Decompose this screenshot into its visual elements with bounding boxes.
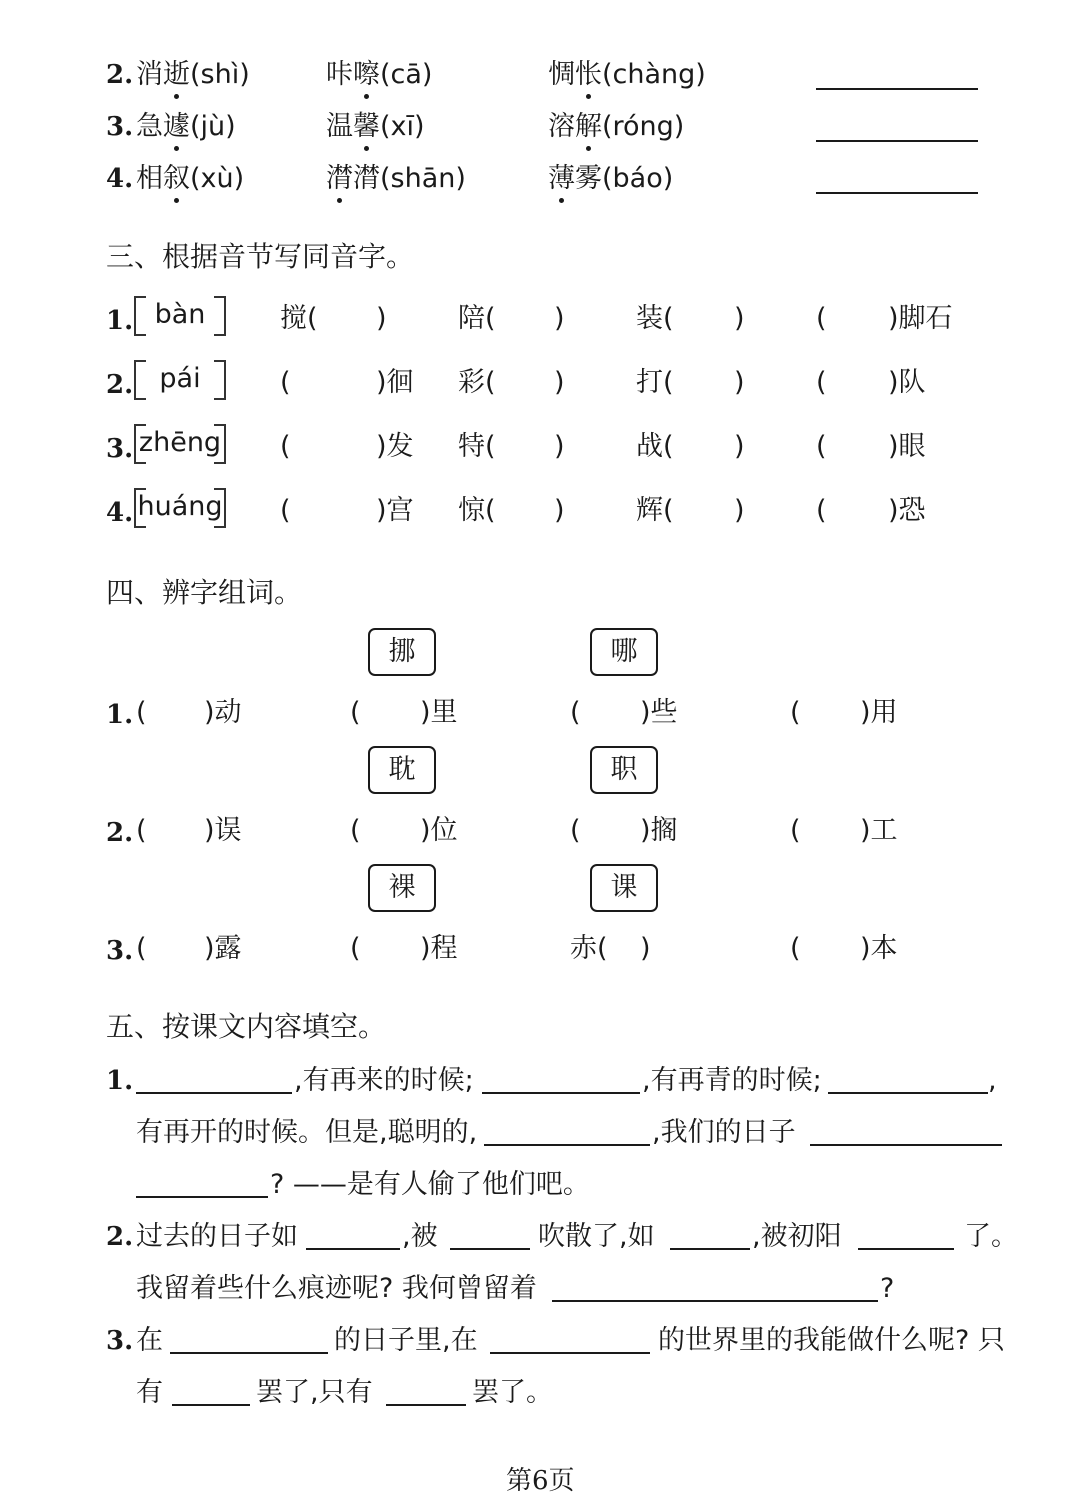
blank-open: ( <box>816 495 827 526</box>
q3-number: 3. <box>106 1326 134 1356</box>
blank-open: 装( <box>636 303 674 334</box>
fill-blank[interactable] <box>172 1404 250 1406</box>
blank-close[interactable]: ) <box>554 431 565 462</box>
word-char: 消 <box>136 59 163 90</box>
pinyin-box <box>134 426 226 462</box>
blank-open: ( <box>816 431 827 462</box>
q3-text-6: 罢了。 <box>472 1377 553 1408</box>
blank-open: ( <box>790 933 801 964</box>
section3-heading: 三、根据音节写同音字。 <box>106 240 415 273</box>
item-number: 3. <box>106 936 134 966</box>
word-char: 溶 <box>548 111 575 142</box>
word-char: 相 <box>136 163 163 194</box>
item-number: 4. <box>106 498 134 528</box>
word-char: 急 <box>136 111 163 142</box>
pinyin-text: zhēng <box>138 427 222 458</box>
blank-open: 特( <box>458 431 496 462</box>
fill-blank[interactable] <box>552 1300 878 1302</box>
char-box: 课 <box>590 864 658 912</box>
q1-text-5: ,我们的日子 <box>652 1117 796 1148</box>
fill-blank[interactable] <box>386 1404 466 1406</box>
dotted-char: 遽 <box>163 111 190 142</box>
pinyin-box <box>134 490 226 526</box>
item-number: 3. <box>106 112 134 142</box>
blank-open: 赤( <box>570 933 608 964</box>
q2-text-3: 吹散了,如 <box>538 1221 655 1252</box>
item-number: 3. <box>106 434 134 464</box>
blank-open: ( <box>280 367 291 398</box>
blank-close[interactable]: )眼 <box>888 431 926 462</box>
blank-close[interactable]: )脚石 <box>888 303 953 334</box>
q1-text-4: 有再开的时候。但是,聪明的, <box>136 1117 478 1148</box>
blank-open: ( <box>136 815 147 846</box>
fill-blank[interactable] <box>810 1144 1002 1146</box>
blank-open: 打( <box>636 367 674 398</box>
q3-text-5: 罢了,只有 <box>256 1377 373 1408</box>
blank-close[interactable]: )些 <box>640 697 678 728</box>
blank-close[interactable]: )动 <box>204 697 242 728</box>
q2-text-5: 了。 <box>964 1221 1018 1252</box>
blank-close[interactable]: ) <box>640 933 651 964</box>
char-box: 挪 <box>368 628 436 676</box>
blank-close[interactable]: ) <box>554 367 565 398</box>
page-number: 第6页 <box>506 1466 575 1496</box>
pinyin-annotation: (xī) <box>380 111 425 142</box>
blank-close[interactable]: ) <box>734 303 745 334</box>
blank-close[interactable]: )里 <box>420 697 458 728</box>
q3-text-4: 有 <box>136 1377 163 1408</box>
dotted-char: 解 <box>575 111 602 142</box>
dotted-char: 怅 <box>575 59 602 90</box>
section4-heading: 四、辨字组词。 <box>106 576 303 609</box>
word-with-pinyin <box>326 162 466 196</box>
dotted-char: 馨 <box>353 111 380 142</box>
q1-number: 1. <box>106 1066 134 1096</box>
blank-open: ( <box>280 495 291 526</box>
word-char: 惆 <box>548 59 575 90</box>
blank-close[interactable]: )搁 <box>640 815 678 846</box>
pinyin-text: huáng <box>137 491 223 522</box>
blank-open: 辉( <box>636 495 674 526</box>
fill-blank[interactable] <box>136 1092 292 1094</box>
char-box: 哪 <box>590 628 658 676</box>
blank-open: 搅( <box>280 303 318 334</box>
dotted-char: 潸 <box>326 163 353 194</box>
blank-close[interactable]: )恐 <box>888 495 926 526</box>
fill-blank[interactable] <box>306 1248 400 1250</box>
blank-close[interactable]: ) <box>376 303 387 334</box>
answer-line[interactable] <box>816 192 978 194</box>
fill-blank[interactable] <box>482 1092 640 1094</box>
item-number: 2. <box>106 818 134 848</box>
pinyin-annotation: (cā) <box>380 59 433 90</box>
fill-blank[interactable] <box>136 1196 268 1198</box>
word-with-pinyin <box>548 162 673 196</box>
pinyin-text: bàn <box>154 299 206 330</box>
blank-close[interactable]: )露 <box>204 933 242 964</box>
answer-line[interactable] <box>816 88 978 90</box>
pinyin-text: pái <box>159 363 201 394</box>
dotted-char: 嚓 <box>353 59 380 90</box>
blank-open: ( <box>350 933 361 964</box>
item-number: 2. <box>106 370 134 400</box>
item-number: 2. <box>106 60 134 90</box>
pinyin-annotation: (shì) <box>190 59 250 90</box>
fill-blank[interactable] <box>858 1248 954 1250</box>
dotted-char: 薄 <box>548 163 575 194</box>
q1-text-3: , <box>988 1065 997 1096</box>
item-number: 1. <box>106 306 134 336</box>
q1-text-2: ,有再青的时候; <box>642 1065 822 1096</box>
q3-text-3: 的世界里的我能做什么呢? 只 <box>658 1325 1005 1356</box>
blank-open: ( <box>816 367 827 398</box>
char-box: 职 <box>590 746 658 794</box>
blank-close[interactable]: )工 <box>860 815 898 846</box>
fill-blank[interactable] <box>670 1248 750 1250</box>
blank-close[interactable]: ) <box>734 431 745 462</box>
word-with-pinyin <box>548 110 684 144</box>
char-box: 耽 <box>368 746 436 794</box>
blank-open: ( <box>816 303 827 334</box>
word-with-pinyin <box>548 58 706 92</box>
char-box: 裸 <box>368 864 436 912</box>
blank-close[interactable]: )位 <box>420 815 458 846</box>
pinyin-annotation: (jù) <box>190 111 236 142</box>
blank-close[interactable]: ) <box>554 495 565 526</box>
q3-text-2: 的日子里,在 <box>334 1325 478 1356</box>
blank-open: ( <box>280 431 291 462</box>
word-char: 温 <box>326 111 353 142</box>
dotted-char: 逝 <box>163 59 190 90</box>
blank-close[interactable]: ) <box>734 367 745 398</box>
q2-text-2: ,被 <box>402 1221 438 1252</box>
blank-open: ( <box>570 815 581 846</box>
item-number: 4. <box>106 164 134 194</box>
word-with-pinyin <box>326 58 432 92</box>
fill-blank[interactable] <box>484 1144 650 1146</box>
blank-open: 彩( <box>458 367 496 398</box>
blank-open: ( <box>790 697 801 728</box>
blank-close[interactable]: ) <box>554 303 565 334</box>
fill-blank[interactable] <box>490 1352 650 1354</box>
pinyin-annotation: 潸(shān) <box>353 163 466 194</box>
word-with-pinyin <box>136 110 236 144</box>
blank-open: 惊( <box>458 495 496 526</box>
blank-open: ( <box>136 697 147 728</box>
blank-close[interactable]: )队 <box>888 367 926 398</box>
q1-text-6: ? ——是有人偷了他们吧。 <box>270 1169 590 1200</box>
blank-close[interactable]: )徊 <box>376 367 414 398</box>
q2-number: 2. <box>106 1222 134 1252</box>
word-char: 咔 <box>326 59 353 90</box>
blank-close[interactable]: )本 <box>860 933 898 964</box>
word-with-pinyin <box>136 58 250 92</box>
blank-open: ( <box>570 697 581 728</box>
dotted-char: 叙 <box>163 163 190 194</box>
pinyin-annotation: (xù) <box>190 163 245 194</box>
q2-text-7: ? <box>880 1273 895 1304</box>
blank-close[interactable]: )误 <box>204 815 242 846</box>
item-number: 1. <box>106 700 134 730</box>
section5-heading: 五、按课文内容填空。 <box>106 1010 387 1043</box>
fill-blank[interactable] <box>450 1248 530 1250</box>
q2-text-1: 过去的日子如 <box>136 1221 298 1252</box>
blank-open: ( <box>350 697 361 728</box>
q3-text-1: 在 <box>136 1325 163 1356</box>
blank-open: ( <box>136 933 147 964</box>
word-with-pinyin <box>136 162 244 196</box>
blank-close[interactable]: )程 <box>420 933 458 964</box>
blank-open: 战( <box>636 431 674 462</box>
pinyin-annotation: 雾(báo) <box>575 163 674 194</box>
blank-open: 陪( <box>458 303 496 334</box>
pinyin-box <box>134 298 226 334</box>
pinyin-annotation: (róng) <box>602 111 685 142</box>
fill-blank[interactable] <box>170 1352 328 1354</box>
blank-open: ( <box>790 815 801 846</box>
q2-text-4: ,被初阳 <box>752 1221 842 1252</box>
blank-close[interactable]: )宫 <box>376 495 414 526</box>
q2-text-6: 我留着些什么痕迹呢? 我何曾留着 <box>136 1273 537 1304</box>
answer-line[interactable] <box>816 140 978 142</box>
pinyin-annotation: (chàng) <box>602 59 706 90</box>
word-with-pinyin <box>326 110 425 144</box>
blank-close[interactable]: ) <box>734 495 745 526</box>
q1-text-1: ,有再来的时候; <box>294 1065 474 1096</box>
blank-close[interactable]: )发 <box>376 431 414 462</box>
blank-open: ( <box>350 815 361 846</box>
pinyin-box <box>134 362 226 398</box>
blank-close[interactable]: )用 <box>860 697 898 728</box>
fill-blank[interactable] <box>828 1092 988 1094</box>
